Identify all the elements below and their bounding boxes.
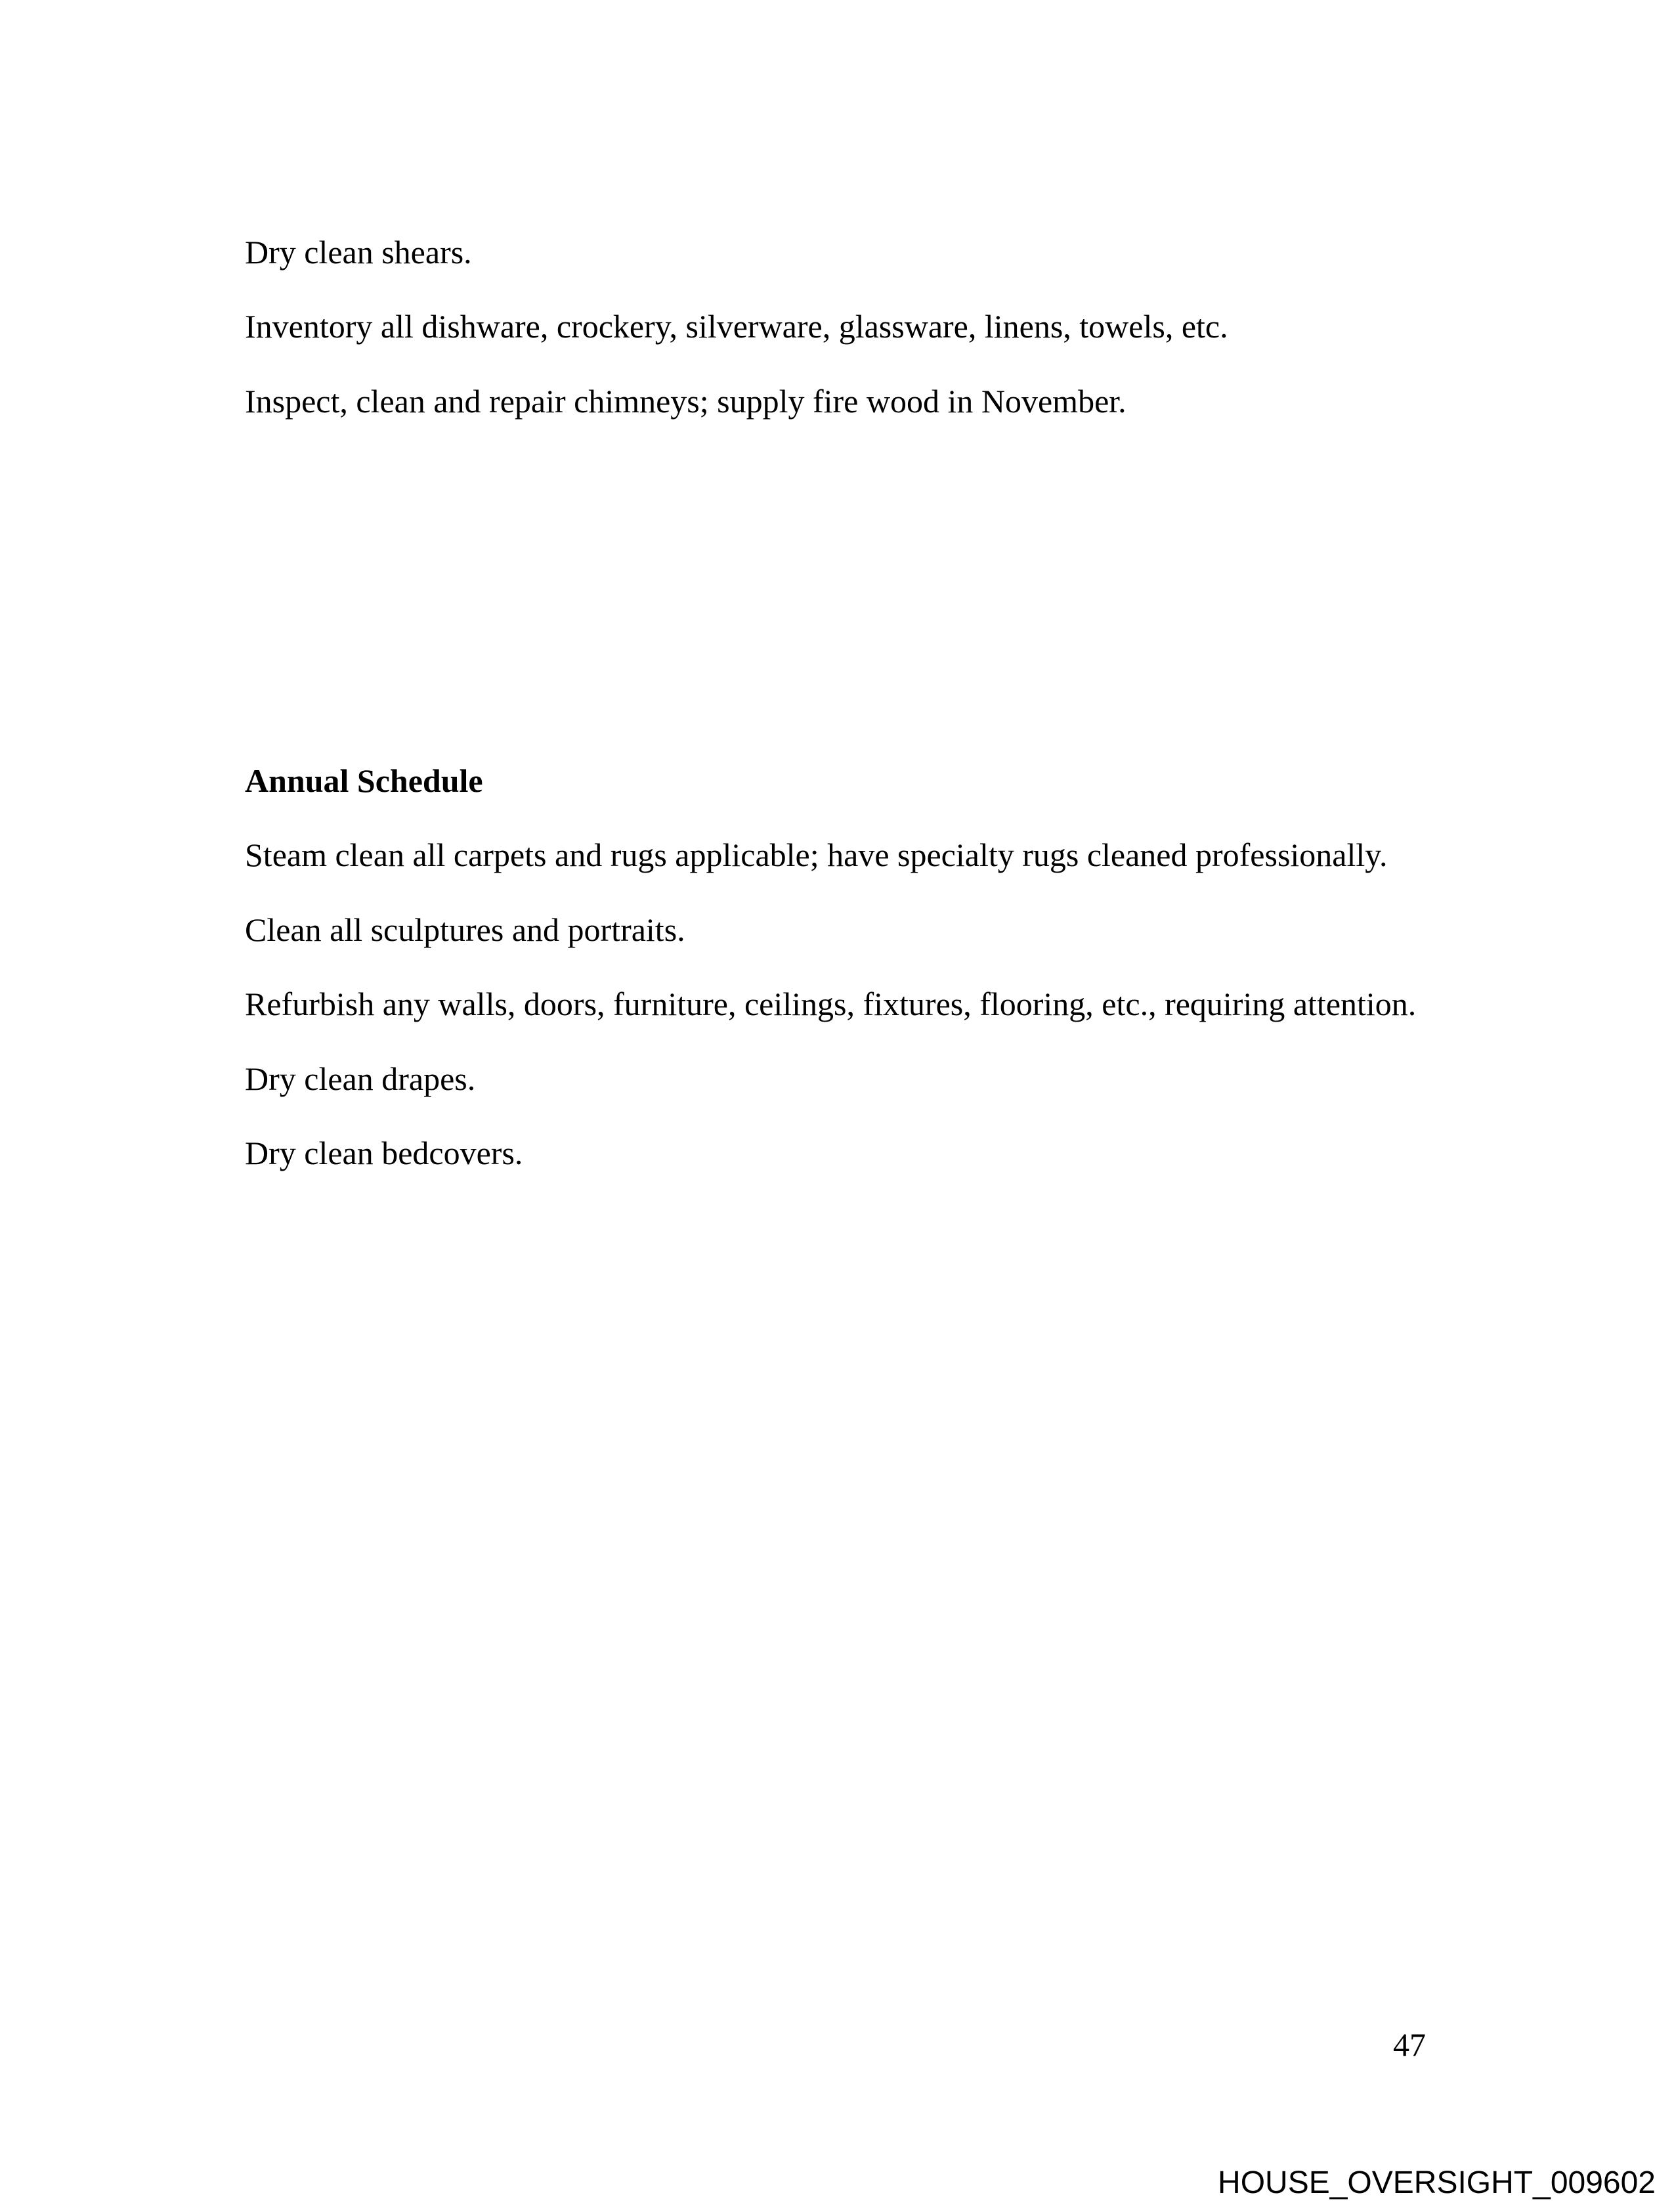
body-line-dry-clean-bedcovers: Dry clean bedcovers. <box>245 1135 523 1171</box>
body-line-dry-clean-shears: Dry clean shears. <box>245 234 472 271</box>
body-line-steam-clean-carpets: Steam clean all carpets and rugs applicable; have specialty rugs cleaned professionally. <box>245 836 1388 873</box>
body-line-clean-sculptures: Clean all sculptures and portraits. <box>245 911 685 948</box>
page-number: 47 <box>1393 2026 1426 2063</box>
body-line-refurbish-walls: Refurbish any walls, doors, furniture, ceilings, fixtures, flooring, etc., requiring attention. <box>245 986 1417 1022</box>
body-line-inspect-chimneys: Inspect, clean and repair chimneys; supply fire wood in November. <box>245 383 1127 420</box>
annual-schedule-heading: Annual Schedule <box>245 762 483 799</box>
body-line-inventory-dishware: Inventory all dishware, crockery, silverware, glassware, linens, towels, etc. <box>245 308 1228 345</box>
body-line-dry-clean-drapes: Dry clean drapes. <box>245 1060 476 1097</box>
bates-stamp: HOUSE_OVERSIGHT_009602 <box>1218 2165 1656 2200</box>
